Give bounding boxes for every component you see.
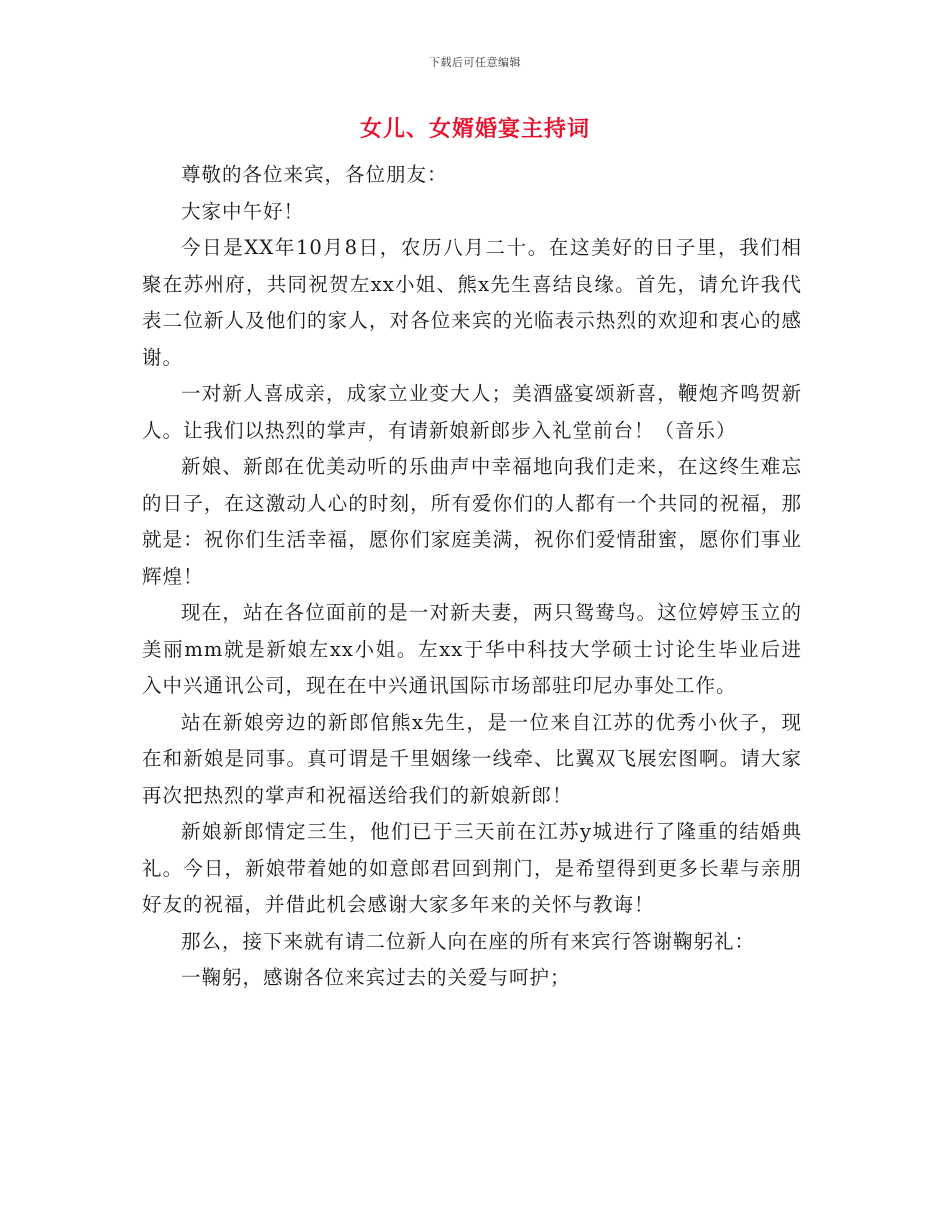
paragraph-greeting: 尊敬的各位来宾，各位朋友： [181,163,448,186]
paragraph-blessing: 新娘、新郎在优美动听的乐曲声中幸福地向我们走来，在这终生难忘的日子，在这激动人心的时刻，所有爱你们的人都有一个共同的祝福，那就是：祝你们生活幸福，愿你们家庭美满，祝你们爱情甜蜜，愿你们事业辉煌！ [142,455,802,588]
paragraph-groom-intro: 站在新娘旁边的新郎倌熊x先生，是一位来自江苏的优秀小伙子，现在和新娘是同事。真可谓是千里姻缘一线牵、比翼双飞展宏图啊。请大家再次把热烈的掌声和祝福送给我们的新娘新郎！ [142,710,802,807]
document-title: 女儿、女婿婚宴主持词 [359,116,590,142]
paragraph-couplet: 一对新人喜成亲，成家立业变大人；美酒盛宴颂新喜，鞭炮齐鸣贺新人。让我们以热烈的掌声，有请新娘新郎步入礼堂前台！（音乐） [142,382,802,442]
paragraph-bride-intro: 现在，站在各位面前的是一对新夫妻，两只鸳鸯鸟。这位婷婷玉立的美丽mm就是新娘左xx小姐。左xx于华中科技大学硕士讨论生毕业后进入中兴通讯公司，现在在中兴通讯国际市场部驻印尼办事处工作。 [142,601,802,697]
paragraph-good-noon: 大家中午好！ [181,199,305,223]
paragraph-date-intro: 今日是XX年10月8日，农历八月二十。在这美好的日子里，我们相聚在苏州府，共同祝贺左xx小姐、熊x先生喜结良缘。首先，请允许我代表二位新人及他们的家人，对各位来宾的光临表示热烈的欢迎和衷心的感谢。 [142,236,802,369]
paragraph-bow-invitation: 那么，接下来就有请二位新人向在座的所有来宾行答谢鞠躬礼： [181,929,756,953]
document-body [142,157,802,997]
paragraph-first-bow: 一鞠躬，感谢各位来宾过去的关爱与呵护； [181,966,571,989]
paragraph-ceremony: 新娘新郎情定三生，他们已于三天前在江苏y城进行了隆重的结婚典礼。今日，新娘带着她的如意郎君回到荆门，是希望得到更多长辈与亲朋好友的祝福，并借此机会感谢大家多年来的关怀与教诲！ [142,820,802,916]
header-note: 下载后可任意编辑 [429,56,521,69]
